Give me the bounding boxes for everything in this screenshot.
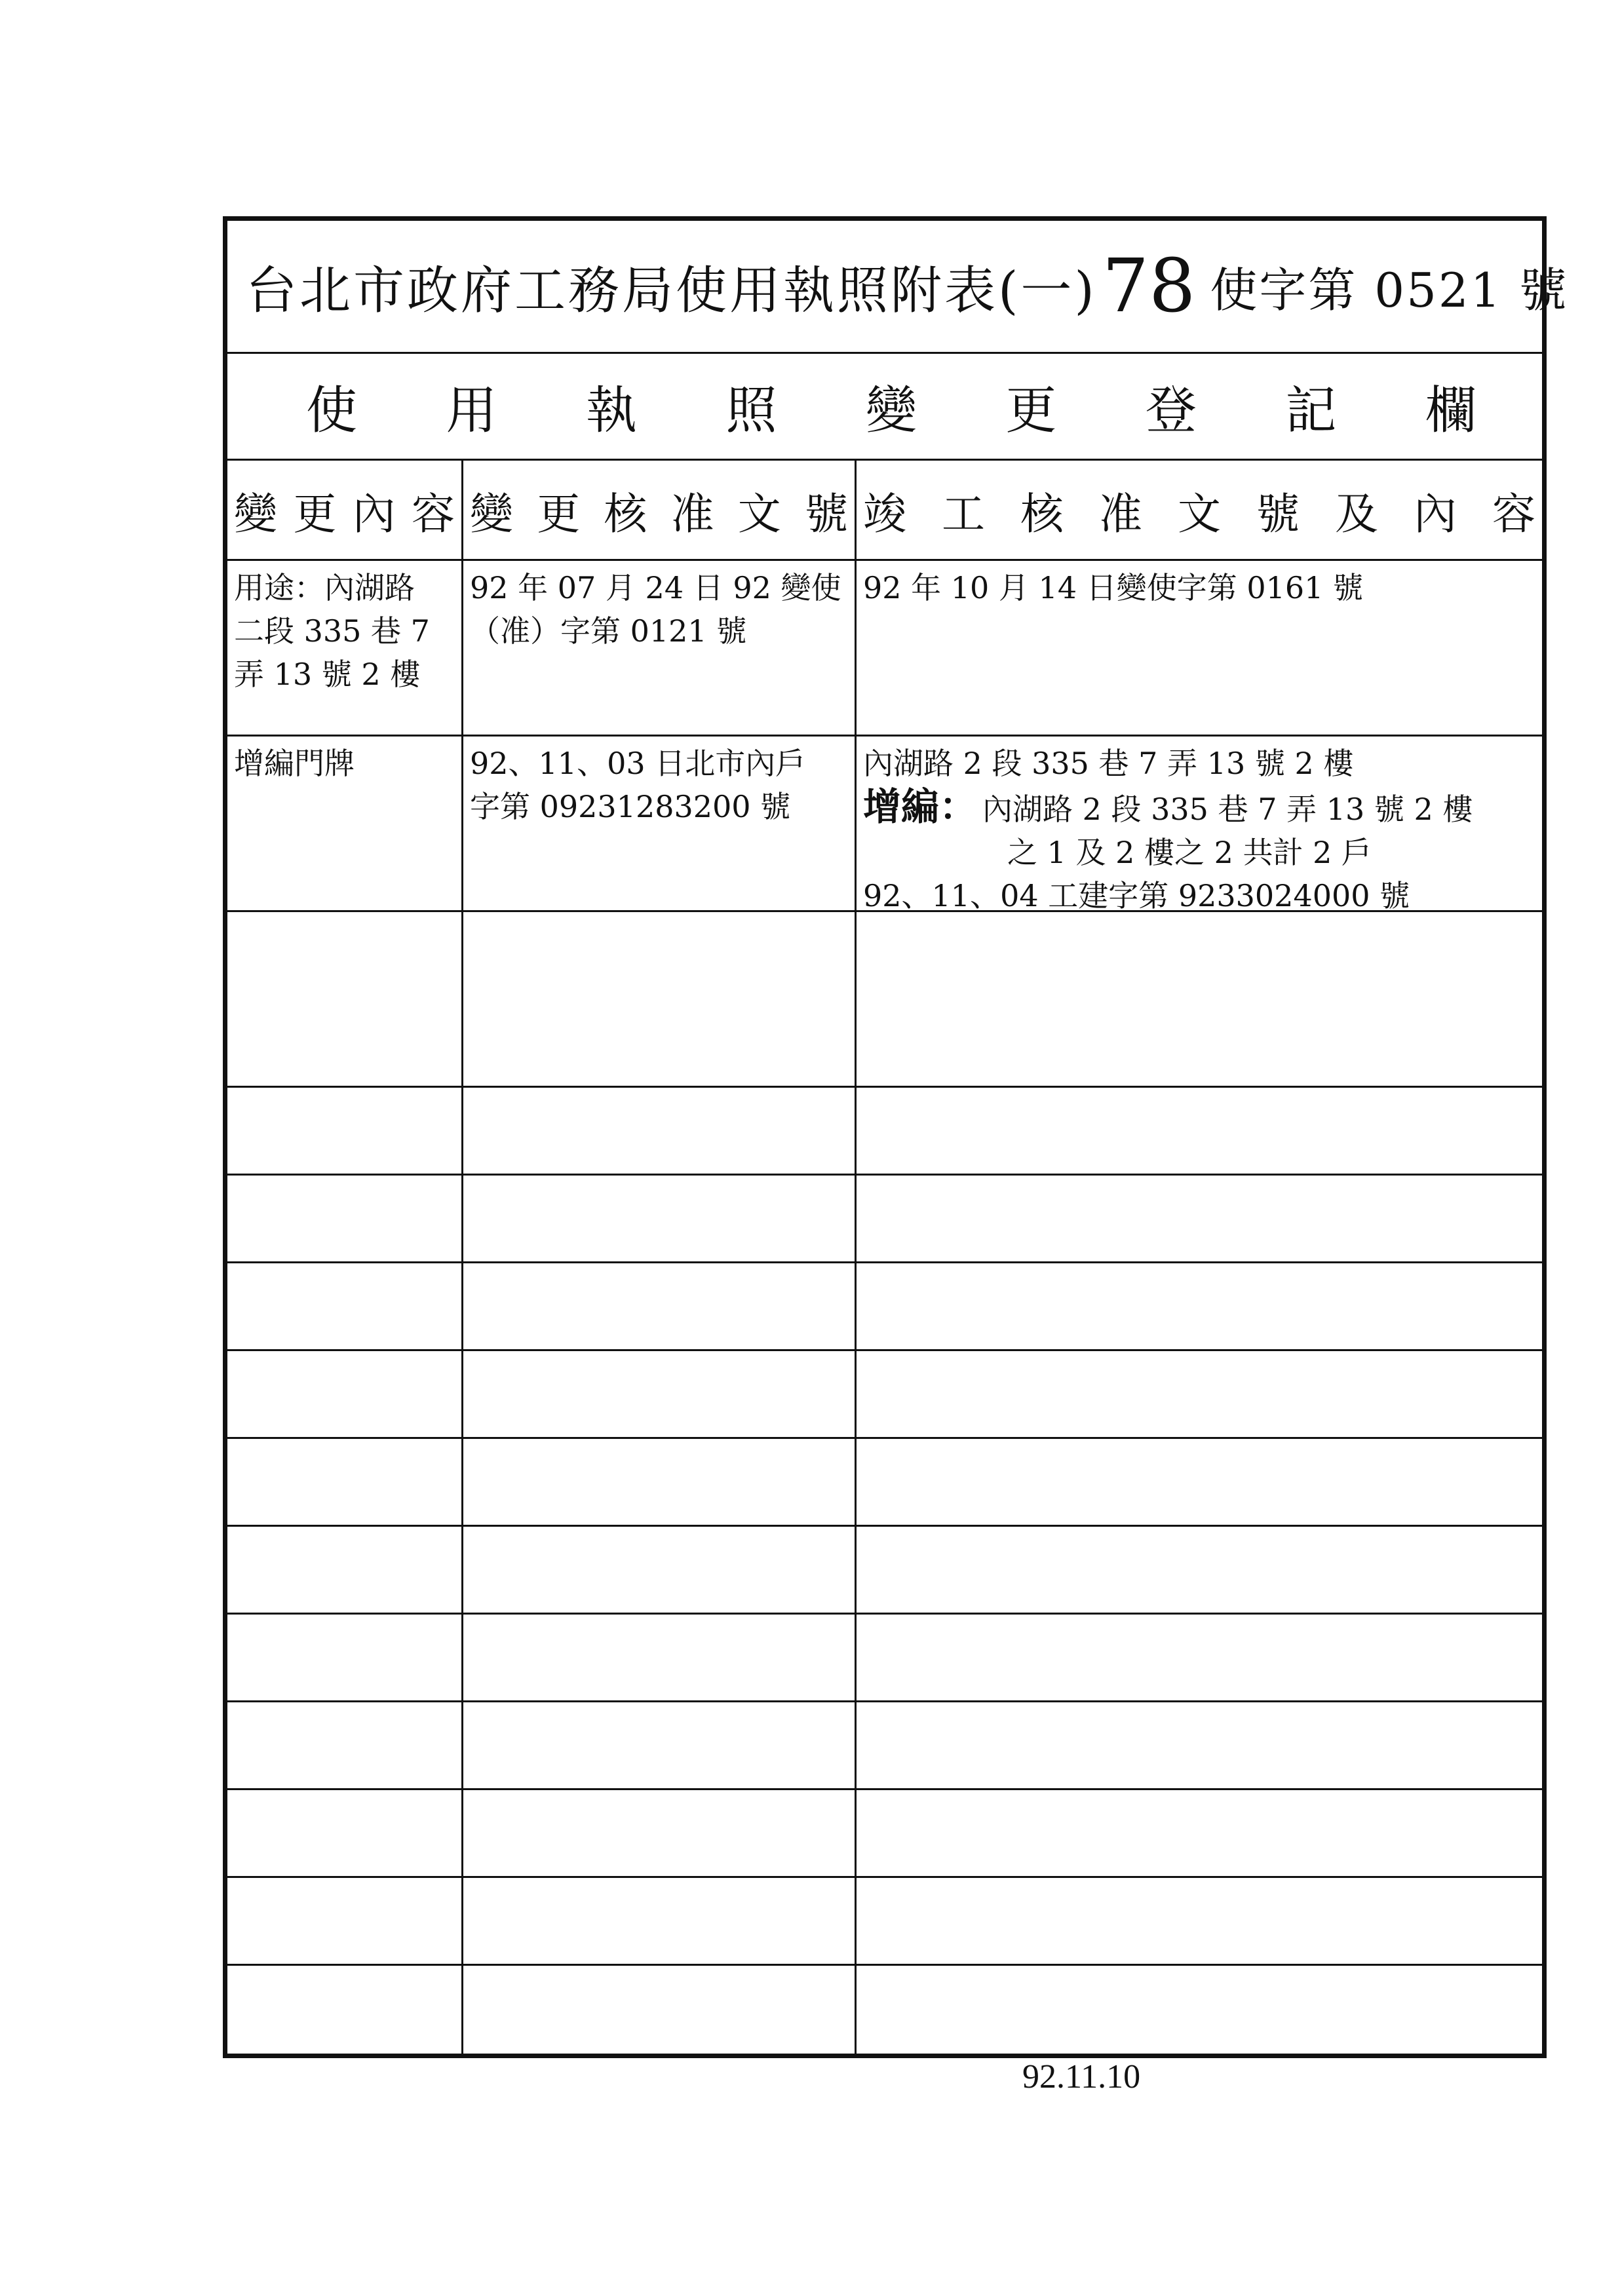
section-char: 變 bbox=[865, 381, 917, 440]
cell-approval bbox=[463, 1176, 857, 1261]
cell-completion: 92 年 10 月 14 日變使字第 0161 號 bbox=[863, 570, 1364, 605]
section-char: 登 bbox=[1145, 381, 1197, 440]
cell-completion bbox=[857, 1966, 1542, 2054]
footer-date: 92.11.10 bbox=[1022, 2058, 1141, 2095]
cell-completion: 內湖路 2 段 335 巷 7 弄 13 號 2 樓 增編： 內湖路 2 段 335 巷 7 弄 13 號 2 樓 之 1 及 2 樓之 2 共計 2 戶 92、11、04 工建字第 9233024000 號 bbox=[863, 746, 1473, 910]
cell-change bbox=[227, 1088, 463, 1174]
table-row bbox=[227, 1351, 1542, 1439]
column-headers bbox=[227, 461, 1542, 561]
cell-change bbox=[227, 1527, 463, 1613]
cell-approval bbox=[463, 1527, 857, 1613]
cell-change bbox=[227, 1439, 463, 1525]
cell-change bbox=[227, 1702, 463, 1788]
section-char: 記 bbox=[1285, 381, 1337, 440]
cell-completion bbox=[857, 1527, 1542, 1613]
cell-change bbox=[227, 1878, 463, 1964]
cell-change: 增編門牌 bbox=[227, 737, 463, 910]
cell-approval bbox=[463, 1263, 857, 1349]
cell-change bbox=[227, 1176, 463, 1261]
table-row bbox=[227, 1966, 1542, 2054]
table-row bbox=[227, 561, 1542, 737]
added-label: 增編： bbox=[863, 784, 978, 829]
cell-completion bbox=[857, 1263, 1542, 1349]
table-row bbox=[227, 1176, 1542, 1263]
section-char: 使 bbox=[306, 381, 358, 440]
table-row bbox=[227, 912, 1542, 1088]
cell-approval bbox=[463, 1702, 857, 1788]
table-row bbox=[227, 1527, 1542, 1615]
cell-change bbox=[227, 1790, 463, 1876]
cell-completion bbox=[857, 1702, 1542, 1788]
cell-approval bbox=[463, 1615, 857, 1700]
table-row bbox=[227, 1615, 1542, 1702]
cell-change bbox=[227, 1615, 463, 1700]
table-row bbox=[227, 1702, 1542, 1790]
cell-approval bbox=[463, 1790, 857, 1876]
title-number: 78 bbox=[1102, 244, 1196, 329]
cell-completion bbox=[857, 1878, 1542, 1964]
usage-license-form bbox=[223, 216, 1569, 2058]
cell-completion bbox=[857, 1790, 1542, 1876]
title-suffix: 使字第 0521 號 bbox=[1210, 263, 1569, 318]
table-row bbox=[227, 1878, 1542, 1966]
cell-approval bbox=[463, 1878, 857, 1964]
cell-completion bbox=[857, 1351, 1542, 1437]
table-row bbox=[227, 1263, 1542, 1351]
cell-approval bbox=[463, 1966, 857, 2054]
cell-change bbox=[227, 1351, 463, 1437]
section-char: 欄 bbox=[1425, 381, 1476, 440]
cell-approval: 92 年 07 月 24 日 92 變使 （准）字第 0121 號 bbox=[463, 561, 857, 735]
cell-completion bbox=[857, 1439, 1542, 1525]
cell-approval bbox=[463, 912, 857, 1086]
section-char: 照 bbox=[725, 381, 777, 440]
section-char: 更 bbox=[1005, 381, 1057, 440]
cell-completion bbox=[857, 1615, 1542, 1700]
cell-approval: 92、11、03 日北市內戶 字第 09231283200 號 bbox=[463, 737, 857, 910]
table-row bbox=[227, 1088, 1542, 1176]
table-row bbox=[227, 737, 1542, 912]
cell-change bbox=[227, 912, 463, 1086]
section-heading bbox=[227, 354, 1542, 461]
cell-approval bbox=[463, 1439, 857, 1525]
section-char: 用 bbox=[446, 381, 497, 440]
form-title bbox=[227, 221, 1569, 354]
cell-change: 用途：內湖路 二段 335 巷 7 弄 13 號 2 樓 bbox=[227, 561, 463, 735]
table-row bbox=[227, 1790, 1542, 1878]
cell-change bbox=[227, 1263, 463, 1349]
cell-approval bbox=[463, 1351, 857, 1437]
cell-change bbox=[227, 1966, 463, 2054]
cell-approval bbox=[463, 1088, 857, 1174]
table-row bbox=[227, 1439, 1542, 1527]
cell-completion bbox=[857, 1176, 1542, 1261]
column-header-approval-number: 變 更 核 准 文 號 bbox=[463, 461, 857, 559]
column-header-change-content: 變 更 內 容 bbox=[227, 461, 463, 559]
section-char: 執 bbox=[585, 381, 637, 440]
title-prefix: 台北市政府工務局使用執照附表(一) bbox=[246, 261, 1097, 320]
cell-completion bbox=[857, 1088, 1542, 1174]
column-header-completion: 竣 工 核 准 文 號 及 內 容 bbox=[863, 488, 1535, 539]
cell-completion bbox=[857, 912, 1542, 1086]
